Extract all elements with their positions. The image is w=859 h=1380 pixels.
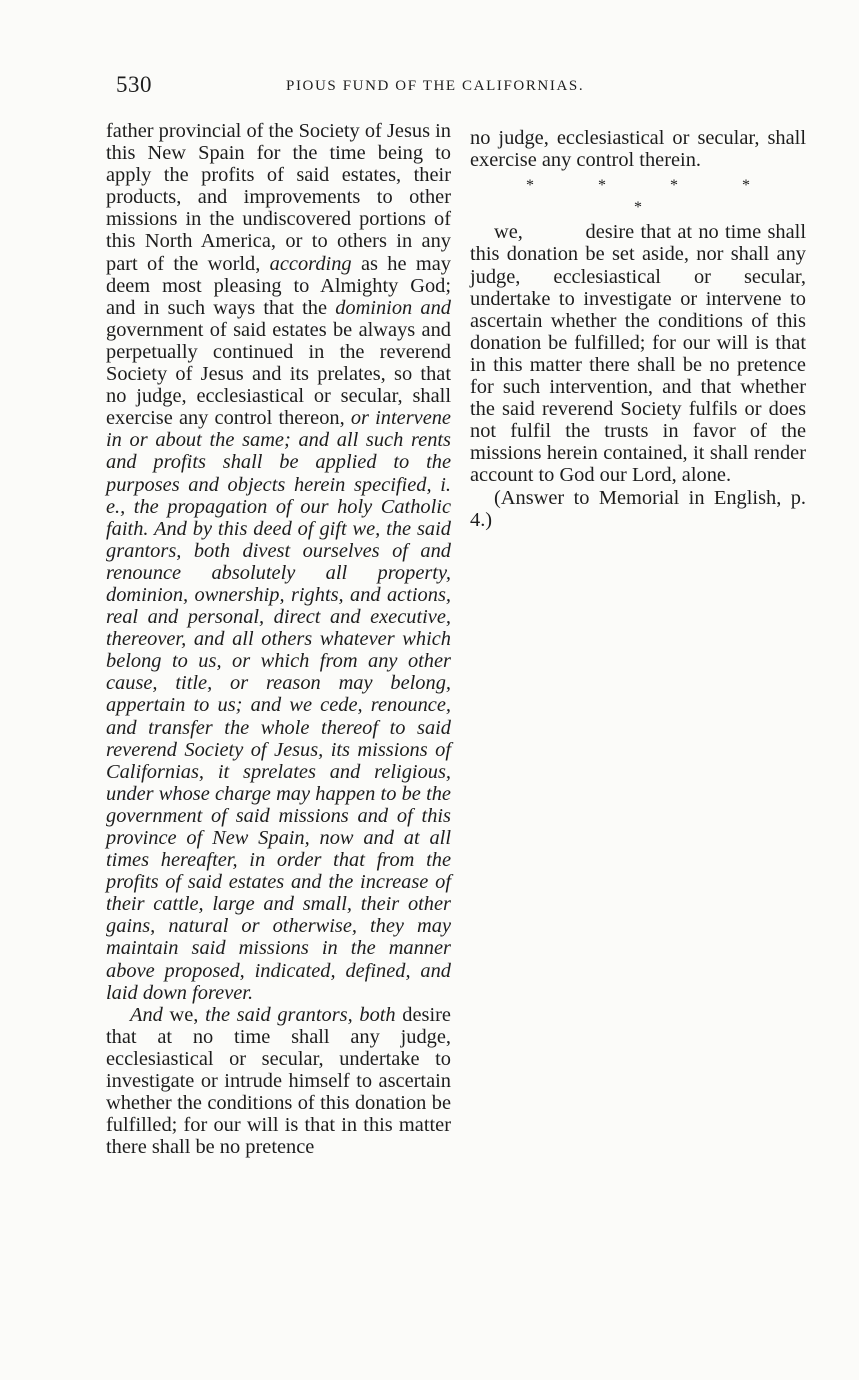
left-p2-italic-c: the said grantors, both: [205, 1003, 396, 1026]
left-p2-italic-a: And: [130, 1003, 163, 1026]
left-p1-italic-f: or intervene in or about the same; and all such rents and profits shall be applied to the purposes and objects herein specified, i. e., the propagation of our holy Catholic faith. And by this deed of gift we, the said grantors, both divest ourselves of and renounce absolutely all property, dominion, ownership, rights, and actions, real and personal, direct and executive, thereover, and all others whatever which belong to us, or which from any other cause, title, or reason may belong, appertain to us; and we cede, renounce, and transfer the whole thereof to said reverend Society of Jesus, its missions of Californias, it sprelates and religious, under whose charge may happen to be the government of said missions and of this province of New Spain, now and at all times hereafter, in order that from the profits of said estates and the increase of their cattle, large and small, their other gains, natural or otherwise, they may maintain said missions in the manner above proposed, indicated, defined, and laid down forever.: [106, 407, 451, 1004]
right-paragraph-2: we, desire that at no time shall this donation be set aside, nor shall any judge, ecclesiastical or secular, undertake to investigate or intervene to ascertain whether the conditions of this donation be fulfilled; for our will is that in this matter there shall be no pretence for such intervention, and that whether the said reverend Society fulfils or does not fulfil the trusts in favor of the missions herein contained, it shall render account to God our Lord, alone.: [470, 221, 812, 487]
right-column: [470, 127, 812, 531]
running-title: PIOUS FUND OF THE CALIFORNIAS.: [286, 78, 585, 94]
left-p1-text-e: government of said estates be always and perpetually continued in the reverend Society of Jesus and its prelates, so that no judge, ecclesiastical or secular, shall exercise any control thereon,: [106, 318, 451, 430]
left-p1-italic-b: according: [269, 252, 352, 275]
page-number: 530: [116, 72, 152, 97]
left-p1-text-c: as he may deem most pleasing to Almighty God; and in such ways that the: [106, 252, 451, 319]
left-column: [106, 120, 451, 1158]
page-header: [116, 72, 651, 102]
section-break-asterisks: * * * * *: [526, 177, 780, 217]
citation: (Answer to Memorial in English, p. 4.): [470, 486, 806, 531]
left-p1-italic-d: dominion and: [335, 296, 451, 319]
left-p2-text-d: desire that at no time shall any judge, ecclesiastical or secular, undertake to investigate or intrude himself to ascertain whether the conditions of this donation be fulfilled; for our will is that in this matter there shall be no pretence: [106, 1003, 451, 1159]
right-paragraph-1: no judge, ecclesiastical or secular, shall exercise any control therein.: [470, 127, 806, 172]
left-p2-text-b: we,: [162, 1003, 206, 1026]
left-paragraph-2: [106, 1004, 451, 1159]
left-paragraph-1: [106, 120, 451, 1004]
left-p1-text-a: father provincial of the Society of Jesus in this New Spain for the time being to apply the profits of said estates, their products, and improvements to other missions in the undiscovered portions of this North America, or to others in any part of the world,: [106, 120, 451, 275]
